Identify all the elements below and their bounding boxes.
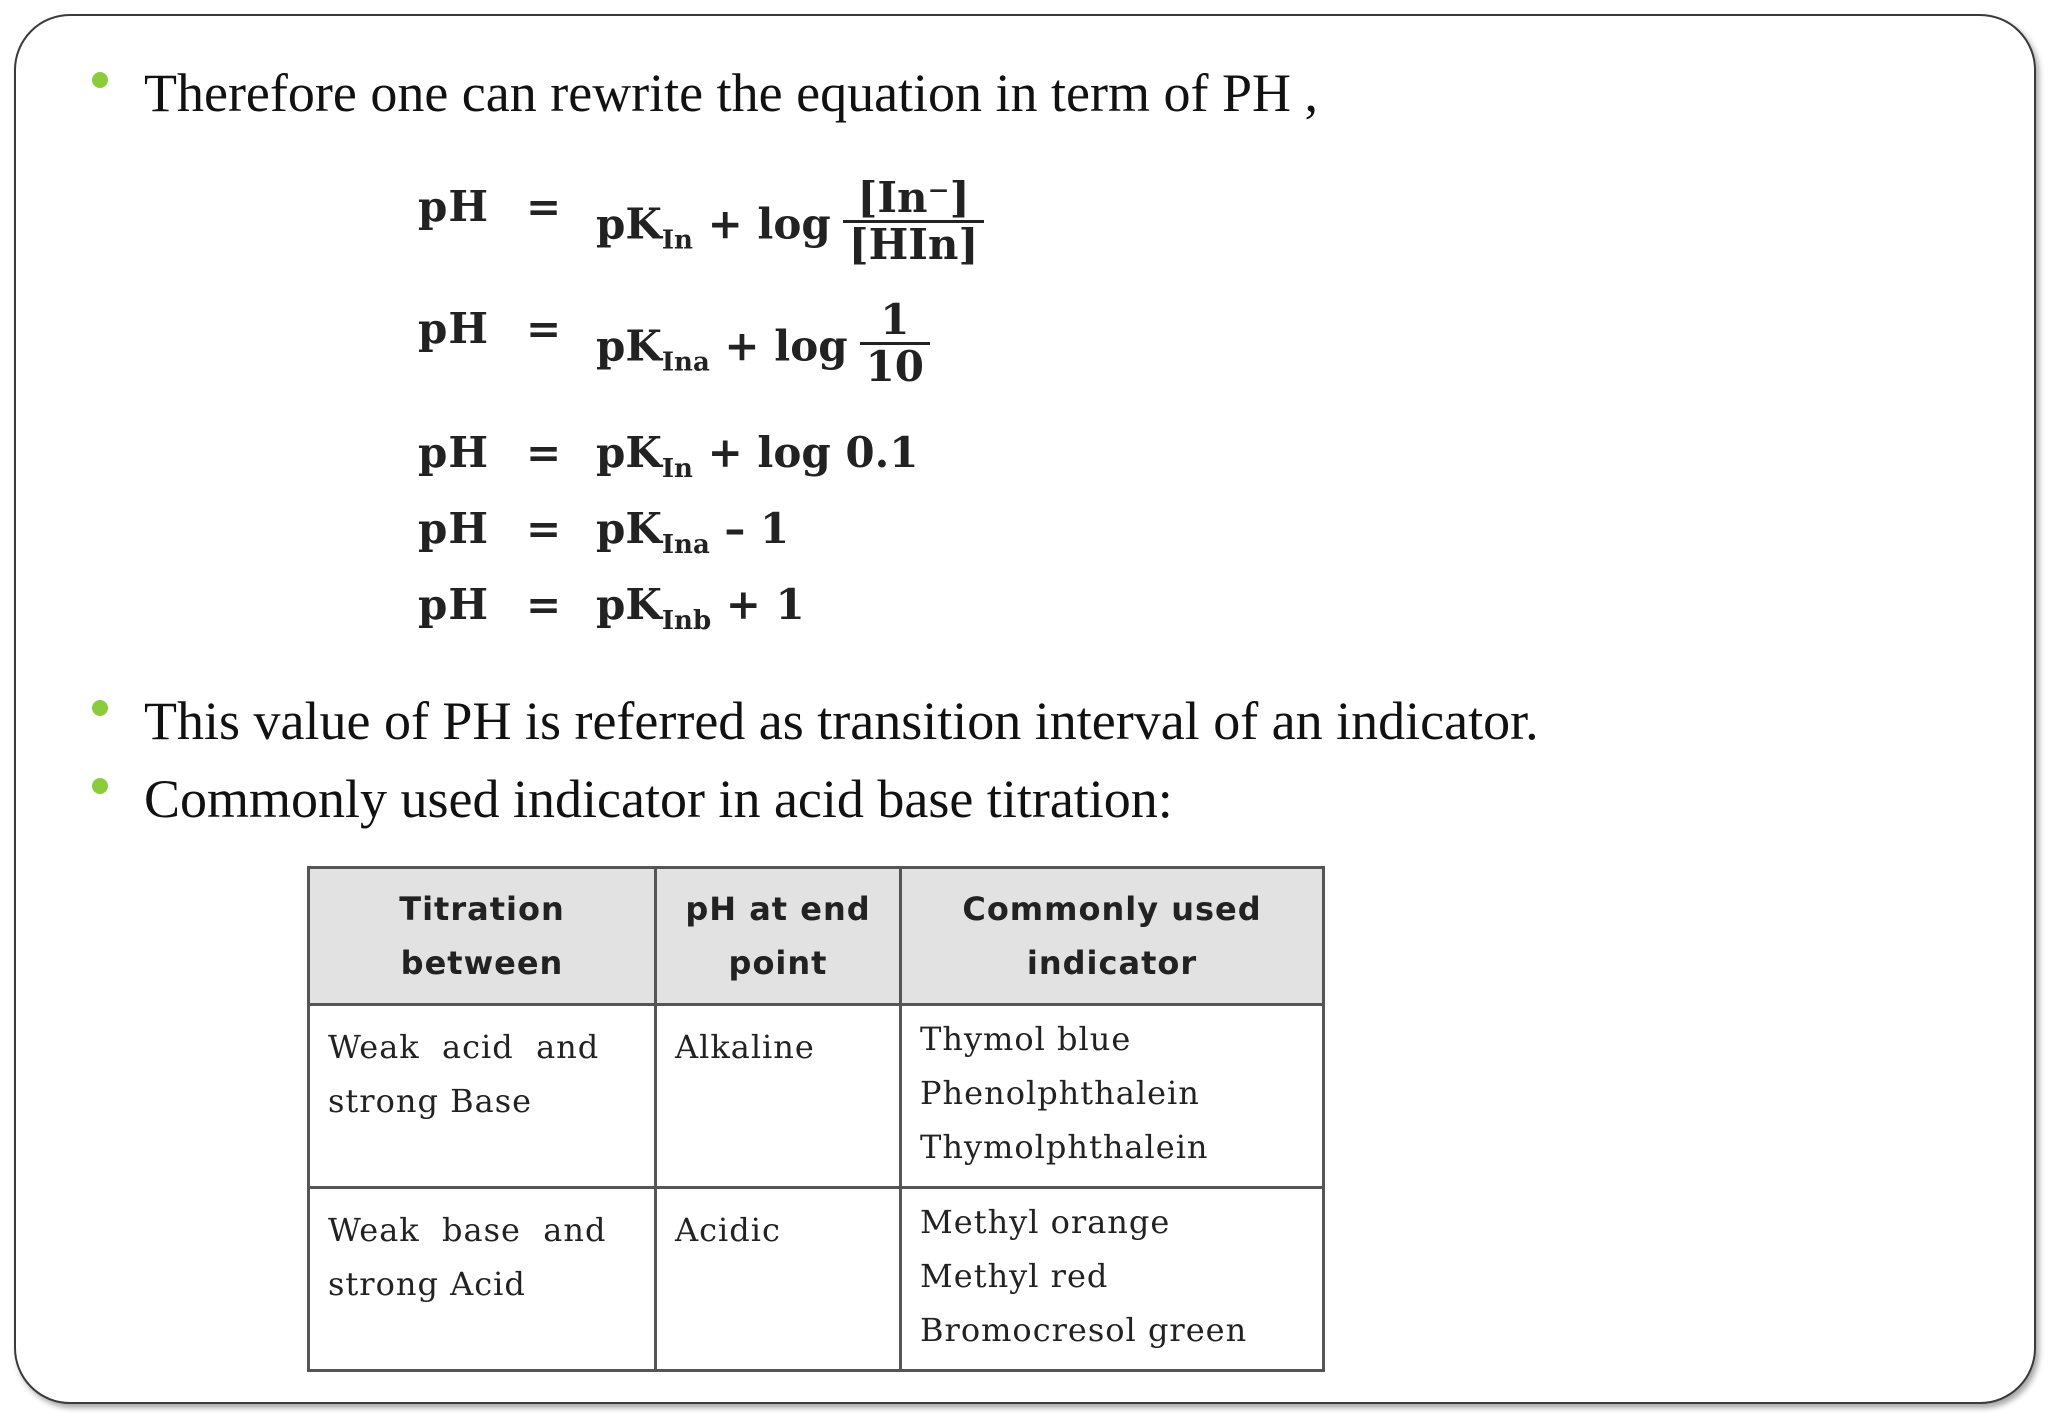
pk-term: pK: [596, 199, 662, 249]
pk-term: pK: [596, 580, 662, 629]
pk-subscript: In: [661, 454, 693, 484]
pk-subscript: In: [661, 225, 693, 256]
equation-tail: + log 0.1: [692, 428, 919, 477]
cell-titration: Weak base and strong Acid: [309, 1188, 656, 1371]
table-header-row: [309, 868, 1324, 1005]
bullet-dot-icon: [92, 778, 108, 794]
table-row: [309, 1188, 1324, 1371]
equation-tail: + 1: [711, 580, 805, 629]
header-ph: pH at end point: [656, 868, 901, 1005]
equation-rhs: [596, 428, 918, 484]
equation-rhs: [596, 504, 789, 560]
table-row: [309, 1005, 1324, 1188]
equation-rhs: [596, 173, 984, 273]
fraction-denominator: [HIn]: [848, 220, 979, 270]
equals-sign: =: [526, 504, 562, 553]
bullet-text: This value of PH is referred as transition interval of an indicator.: [144, 691, 1539, 751]
cell-ph: Acidic: [656, 1188, 901, 1371]
fraction-numerator: [In⁻]: [843, 176, 985, 223]
bullet-dot-icon: [92, 700, 108, 716]
bullet-dot-icon: [92, 72, 108, 88]
equation-lhs: pH: [418, 428, 490, 477]
pk-subscript: Ina: [661, 347, 710, 378]
header-titration: Titration between: [309, 868, 656, 1005]
equals-sign: =: [526, 182, 562, 231]
equals-sign: =: [526, 580, 562, 629]
equation-rhs: [596, 295, 930, 395]
fraction: [860, 295, 930, 392]
cell-indicators: Thymol blue Phenolphthalein Thymolphthalein: [901, 1005, 1324, 1188]
indicator-table: [307, 866, 1325, 1372]
pk-subscript: Ina: [661, 530, 710, 560]
equals-sign: =: [526, 428, 562, 477]
bullet-text: Commonly used indicator in acid base titration:: [144, 769, 1173, 829]
pk-term: pK: [596, 428, 662, 477]
cell-indicators: Methyl orange Methyl red Bromocresol green: [901, 1188, 1324, 1371]
equation-lhs: pH: [418, 182, 490, 231]
pk-term: pK: [596, 504, 662, 553]
header-indicator: Commonly used indicator: [901, 868, 1324, 1005]
equation-tail: – 1: [709, 504, 790, 553]
operator: + log: [692, 199, 831, 249]
equals-sign: =: [526, 304, 562, 353]
cell-ph: Alkaline: [656, 1005, 901, 1188]
cell-titration: Weak acid and strong Base: [309, 1005, 656, 1188]
fraction-denominator: 10: [865, 342, 925, 392]
equation-lhs: pH: [418, 304, 490, 353]
operator: + log: [709, 321, 848, 371]
equation-rhs: [596, 580, 805, 636]
fraction-numerator: 1: [860, 298, 930, 345]
equation-lhs: pH: [418, 504, 490, 553]
fraction: [843, 173, 985, 270]
equation-lhs: pH: [418, 580, 490, 629]
bullet-text: Therefore one can rewrite the equation in term of PH ,: [144, 63, 1319, 123]
pk-subscript: Inb: [661, 606, 712, 636]
pk-term: pK: [596, 321, 662, 371]
